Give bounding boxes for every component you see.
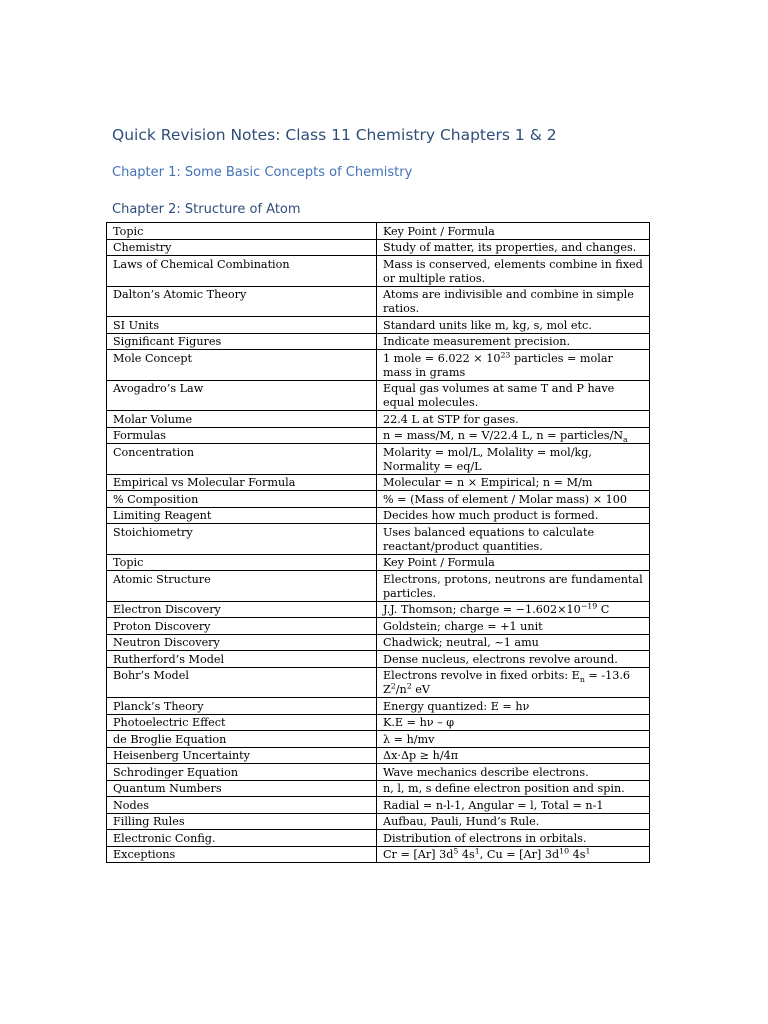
key-point-cell bbox=[377, 698, 650, 715]
key-point-text: 4s bbox=[458, 848, 475, 861]
table-row bbox=[107, 524, 650, 555]
key-point-text: J.J. Thomson; charge = −1.602×10 bbox=[383, 603, 581, 616]
key-point-text: K.E = hν – φ bbox=[383, 716, 455, 729]
revision-table-body bbox=[107, 223, 650, 863]
key-point-cell bbox=[377, 474, 650, 491]
table-row bbox=[107, 427, 650, 444]
key-point-text: /n bbox=[395, 683, 407, 696]
key-point-cell bbox=[377, 667, 650, 698]
table-row bbox=[107, 651, 650, 668]
superscript: 5 bbox=[453, 846, 459, 856]
table-row bbox=[107, 317, 650, 334]
key-point-text: Aufbau, Pauli, Hund’s Rule. bbox=[383, 815, 540, 828]
topic-cell: Limiting Reagent bbox=[107, 507, 377, 524]
table-row bbox=[107, 256, 650, 287]
key-point-cell bbox=[377, 239, 650, 256]
key-point-cell bbox=[377, 317, 650, 334]
topic-cell: % Composition bbox=[107, 491, 377, 508]
topic-cell: Planck’s Theory bbox=[107, 698, 377, 715]
topic-cell: Nodes bbox=[107, 797, 377, 814]
topic-cell: Quantum Numbers bbox=[107, 780, 377, 797]
topic-cell: Exceptions bbox=[107, 846, 377, 863]
table-row bbox=[107, 813, 650, 830]
topic-cell: Formulas bbox=[107, 427, 377, 444]
topic-cell: Molar Volume bbox=[107, 411, 377, 428]
key-point-cell bbox=[377, 286, 650, 317]
key-point-cell bbox=[377, 764, 650, 781]
table-row bbox=[107, 747, 650, 764]
table-row bbox=[107, 634, 650, 651]
key-point-cell bbox=[377, 846, 650, 863]
key-point-cell bbox=[377, 411, 650, 428]
topic-cell: Chemistry bbox=[107, 239, 377, 256]
key-point-cell bbox=[377, 601, 650, 618]
topic-cell: Topic bbox=[107, 554, 377, 571]
superscript: 1 bbox=[585, 846, 591, 856]
key-point-text: Cr = [Ar] 3d bbox=[383, 848, 454, 861]
chapter-2-heading: Chapter 2: Structure of Atom bbox=[112, 202, 301, 217]
key-point-cell bbox=[377, 491, 650, 508]
key-point-cell bbox=[377, 747, 650, 764]
key-point-cell bbox=[377, 554, 650, 571]
key-point-cell bbox=[377, 797, 650, 814]
key-point-text: n, l, m, s define electron position and spin. bbox=[383, 782, 625, 795]
key-point-text: Chadwick; neutral, ~1 amu bbox=[383, 636, 539, 649]
topic-cell: Proton Discovery bbox=[107, 618, 377, 635]
topic-cell: SI Units bbox=[107, 317, 377, 334]
table-row bbox=[107, 380, 650, 411]
key-point-text: Wave mechanics describe electrons. bbox=[383, 765, 589, 779]
key-point-cell bbox=[377, 571, 650, 602]
key-point-cell bbox=[377, 634, 650, 651]
key-point-text: Key Point / Formula bbox=[383, 224, 495, 238]
key-point-text: 22.4 L at STP for gases. bbox=[383, 412, 519, 426]
subscript: a bbox=[623, 435, 628, 445]
table-row bbox=[107, 507, 650, 524]
topic-cell: Mole Concept bbox=[107, 350, 377, 381]
table-row bbox=[107, 714, 650, 731]
document-title: Quick Revision Notes: Class 11 Chemistry Chapters 1 & 2 bbox=[112, 126, 557, 144]
topic-cell: de Broglie Equation bbox=[107, 731, 377, 748]
key-point-cell bbox=[377, 813, 650, 830]
topic-cell: Electron Discovery bbox=[107, 601, 377, 618]
table-row bbox=[107, 444, 650, 475]
key-point-text: Energy quantized: E = hν bbox=[383, 699, 530, 713]
key-point-text: λ = h/mv bbox=[383, 732, 435, 746]
key-point-text: Molarity = mol/L, Molality = mol/kg, Normality = eq/L bbox=[383, 445, 592, 473]
key-point-cell bbox=[377, 427, 650, 444]
key-point-text: 4s bbox=[569, 848, 586, 861]
key-point-text: Study of matter, its properties, and changes. bbox=[383, 241, 637, 254]
key-point-cell bbox=[377, 714, 650, 731]
table-row bbox=[107, 780, 650, 797]
key-point-cell bbox=[377, 444, 650, 475]
key-point-text: n = mass/M, n = V/22.4 L, n = particles/N bbox=[383, 429, 624, 442]
key-point-cell bbox=[377, 651, 650, 668]
table-row bbox=[107, 846, 650, 863]
topic-cell: Neutron Discovery bbox=[107, 634, 377, 651]
key-point-text: C bbox=[597, 603, 610, 616]
key-point-text: % = (Mass of element / Molar mass) × 100 bbox=[383, 492, 628, 506]
key-point-text: Electrons revolve in fixed orbits: E bbox=[383, 669, 580, 682]
topic-cell: Photoelectric Effect bbox=[107, 714, 377, 731]
table-row bbox=[107, 764, 650, 781]
topic-cell: Dalton’s Atomic Theory bbox=[107, 286, 377, 317]
key-point-text: Equal gas volumes at same T and P have equal molecules. bbox=[383, 382, 615, 409]
table-row bbox=[107, 731, 650, 748]
key-point-cell bbox=[377, 350, 650, 381]
topic-cell: Electronic Config. bbox=[107, 830, 377, 847]
superscript: 2 bbox=[390, 681, 396, 691]
key-point-text: Uses balanced equations to calculate reactant/product quantities. bbox=[383, 525, 595, 553]
key-point-text: Δx·Δp ≥ h/4π bbox=[383, 749, 459, 762]
key-point-text: Key Point / Formula bbox=[383, 556, 495, 569]
key-point-text: Indicate measurement precision. bbox=[383, 335, 571, 348]
subscript: n bbox=[579, 675, 585, 685]
key-point-cell bbox=[377, 524, 650, 555]
key-point-cell bbox=[377, 256, 650, 287]
table-row bbox=[107, 667, 650, 698]
key-point-cell bbox=[377, 830, 650, 847]
topic-cell: Heisenberg Uncertainty bbox=[107, 747, 377, 764]
table-row bbox=[107, 239, 650, 256]
table-row bbox=[107, 474, 650, 491]
table-row bbox=[107, 223, 650, 240]
key-point-cell bbox=[377, 780, 650, 797]
key-point-text: particles = molar mass in grams bbox=[383, 351, 613, 379]
key-point-text: , Cu = [Ar] 3d bbox=[479, 848, 560, 861]
superscript: −19 bbox=[580, 601, 598, 611]
topic-cell: Avogadro’s Law bbox=[107, 380, 377, 411]
key-point-text: Atoms are indivisible and combine in simple ratios. bbox=[383, 288, 634, 315]
key-point-text: Radial = n-l-1, Angular = l, Total = n-1 bbox=[383, 798, 604, 812]
table-row bbox=[107, 286, 650, 317]
key-point-cell bbox=[377, 380, 650, 411]
key-point-text: = -13.6 Z bbox=[383, 669, 631, 696]
topic-cell: Bohr’s Model bbox=[107, 667, 377, 698]
table-row bbox=[107, 350, 650, 381]
topic-cell: Stoichiometry bbox=[107, 524, 377, 555]
superscript: 10 bbox=[559, 846, 570, 856]
superscript: 1 bbox=[474, 846, 480, 856]
table-row bbox=[107, 554, 650, 571]
key-point-cell bbox=[377, 507, 650, 524]
table-row bbox=[107, 830, 650, 847]
revision-table bbox=[106, 222, 650, 863]
table-row bbox=[107, 797, 650, 814]
superscript: 23 bbox=[500, 349, 511, 359]
key-point-cell bbox=[377, 731, 650, 748]
topic-cell: Empirical vs Molecular Formula bbox=[107, 474, 377, 491]
key-point-text: Goldstein; charge = +1 unit bbox=[383, 619, 543, 633]
table-row bbox=[107, 333, 650, 350]
topic-cell: Filling Rules bbox=[107, 813, 377, 830]
topic-cell: Significant Figures bbox=[107, 333, 377, 350]
key-point-text: 1 mole = 6.022 × 10 bbox=[383, 351, 501, 365]
topic-cell: Concentration bbox=[107, 444, 377, 475]
key-point-text: Standard units like m, kg, s, mol etc. bbox=[383, 318, 592, 332]
topic-cell: Schrodinger Equation bbox=[107, 764, 377, 781]
chapter-1-heading: Chapter 1: Some Basic Concepts of Chemistry bbox=[112, 165, 413, 180]
table-row bbox=[107, 491, 650, 508]
table-row bbox=[107, 411, 650, 428]
topic-cell: Laws of Chemical Combination bbox=[107, 256, 377, 287]
table-row bbox=[107, 618, 650, 635]
key-point-cell bbox=[377, 223, 650, 240]
key-point-text: Molecular = n × Empirical; n = M/m bbox=[383, 476, 593, 489]
key-point-cell bbox=[377, 618, 650, 635]
key-point-text: Electrons, protons, neutrons are fundamental particles. bbox=[383, 572, 643, 600]
table-row bbox=[107, 571, 650, 602]
topic-cell: Atomic Structure bbox=[107, 571, 377, 602]
key-point-text: Distribution of electrons in orbitals. bbox=[383, 831, 587, 845]
superscript: 2 bbox=[406, 681, 412, 691]
key-point-text: Mass is conserved, elements combine in fixed or multiple ratios. bbox=[383, 257, 643, 285]
topic-cell: Topic bbox=[107, 223, 377, 240]
table-row bbox=[107, 698, 650, 715]
key-point-text: Dense nucleus, electrons revolve around. bbox=[383, 652, 618, 666]
key-point-cell bbox=[377, 333, 650, 350]
table-row bbox=[107, 601, 650, 618]
topic-cell: Rutherford’s Model bbox=[107, 651, 377, 668]
key-point-text: Decides how much product is formed. bbox=[383, 509, 599, 522]
key-point-text: eV bbox=[411, 683, 430, 696]
